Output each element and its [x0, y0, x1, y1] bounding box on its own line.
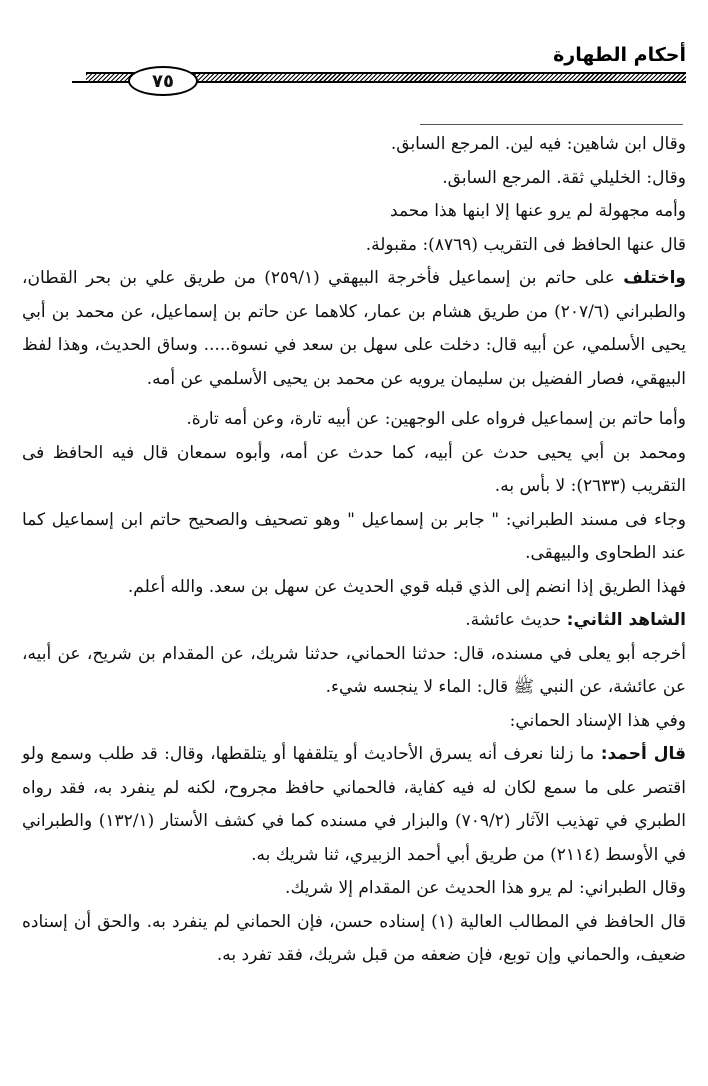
paragraph: الشاهد الثاني: حديث عائشة.: [465, 610, 686, 630]
paragraph: ومحمد بن أبي يحيى حدث عن أبيه، كما حدث عن أمه، وأبوه سمعان قال فيه الحافظ فى التقريب (٢٦٣٣): لا بأس به.: [22, 442, 686, 496]
body-text: [22, 128, 686, 973]
paragraph: واختلف على حاتم بن إسماعيل فأخرجة البيهقي (٢٥٩/١) من طريق علي بن بحر القطان، والطبراني (٢٠٧/٦) من طريق هشام بن عمار، كلاهما عن حاتم بن إسماعيل، عن محمد بن أبي يحيى الأسلمي، عن أبيه قال: دخلت على سهل بن سعد في نسوة..... وساق الحديث، وهذا لفظ البيهقي، فصار الفضيل بن سليمان يرويه عن محمد بن يحيى الأسلمي عن أمه.: [22, 268, 686, 389]
paragraph: وأمه مجهولة لم يرو عنها إلا ابنها هذا محمد: [390, 201, 686, 221]
paragraph: وجاء فى مسند الطبراني: " جابر بن إسماعيل " وهو تصحيف والصحيح حاتم ابن إسماعيل كما عند الطحاوى والبيهقى.: [22, 509, 686, 563]
paragraph: فهذا الطريق إذا انضم إلى الذي قبله قوي الحديث عن سهل بن سعد. والله أعلم.: [127, 576, 686, 597]
paragraph: أخرجه أبو يعلى في مسنده، قال: حدثنا الحماني، حدثنا شريك، عن المقدام بن شريح، عن أبيه، عن عائشة، عن النبي ﷺ قال: الماء لا ينجسه شيء.: [22, 643, 686, 697]
paragraph: قال أحمد: ما زلنا نعرف أنه يسرق الأحاديث أو يتلقفها أو يتلقطها، وقال: قد طلب وسمع ولو اقتصر على ما سمع لكان له فيه كفاية، فالحماني حافظ مجروح، لكنه لم ينفرد به، فقد رواه الطبري في تهذيب الآثار (٧٠٩/٢) والبزار في مسنده كما في كشف الأستار (١٣٢/١) والطبراني في الأوسط (٢١١٤) من طريق أبي أحمد الزبيري، ثنا شريك به.: [22, 744, 686, 865]
paragraph: وقال ابن شاهين: فيه لين. المرجع السابق.: [390, 134, 686, 154]
divider: [420, 124, 683, 125]
paragraph: وأما حاتم بن إسماعيل فرواه على الوجهين: عن أبيه تارة، وعن أمه تارة.: [186, 409, 686, 429]
page-header: [0, 0, 708, 110]
paragraph: وفي هذا الإسناد الحماني:: [509, 710, 686, 731]
paragraph: وقال الطبراني: لم يرو هذا الحديث عن المقدام إلا شريك.: [285, 878, 686, 898]
page-number: ٧٥: [128, 66, 198, 96]
bold-lead: قال أحمد:: [600, 744, 686, 764]
paragraph: وقال: الخليلي ثقة. المرجع السابق.: [442, 167, 686, 188]
bold-lead: الشاهد الثاني:: [566, 610, 686, 630]
paragraph: قال الحافظ في المطالب العالية (١) إسناده حسن، فإن الحماني لم ينفرد به. والحق أن إسناده ضعيف، والحماني وإن توبع، فإن ضعفه من قبل شريك، فقد تفرد به.: [22, 911, 686, 965]
book-title: أحكام الطهارة: [553, 44, 686, 66]
paragraph: قال عنها الحافظ فى التقريب (٨٧٦٩): مقبولة.: [365, 234, 686, 255]
bold-lead: واختلف: [623, 268, 686, 288]
